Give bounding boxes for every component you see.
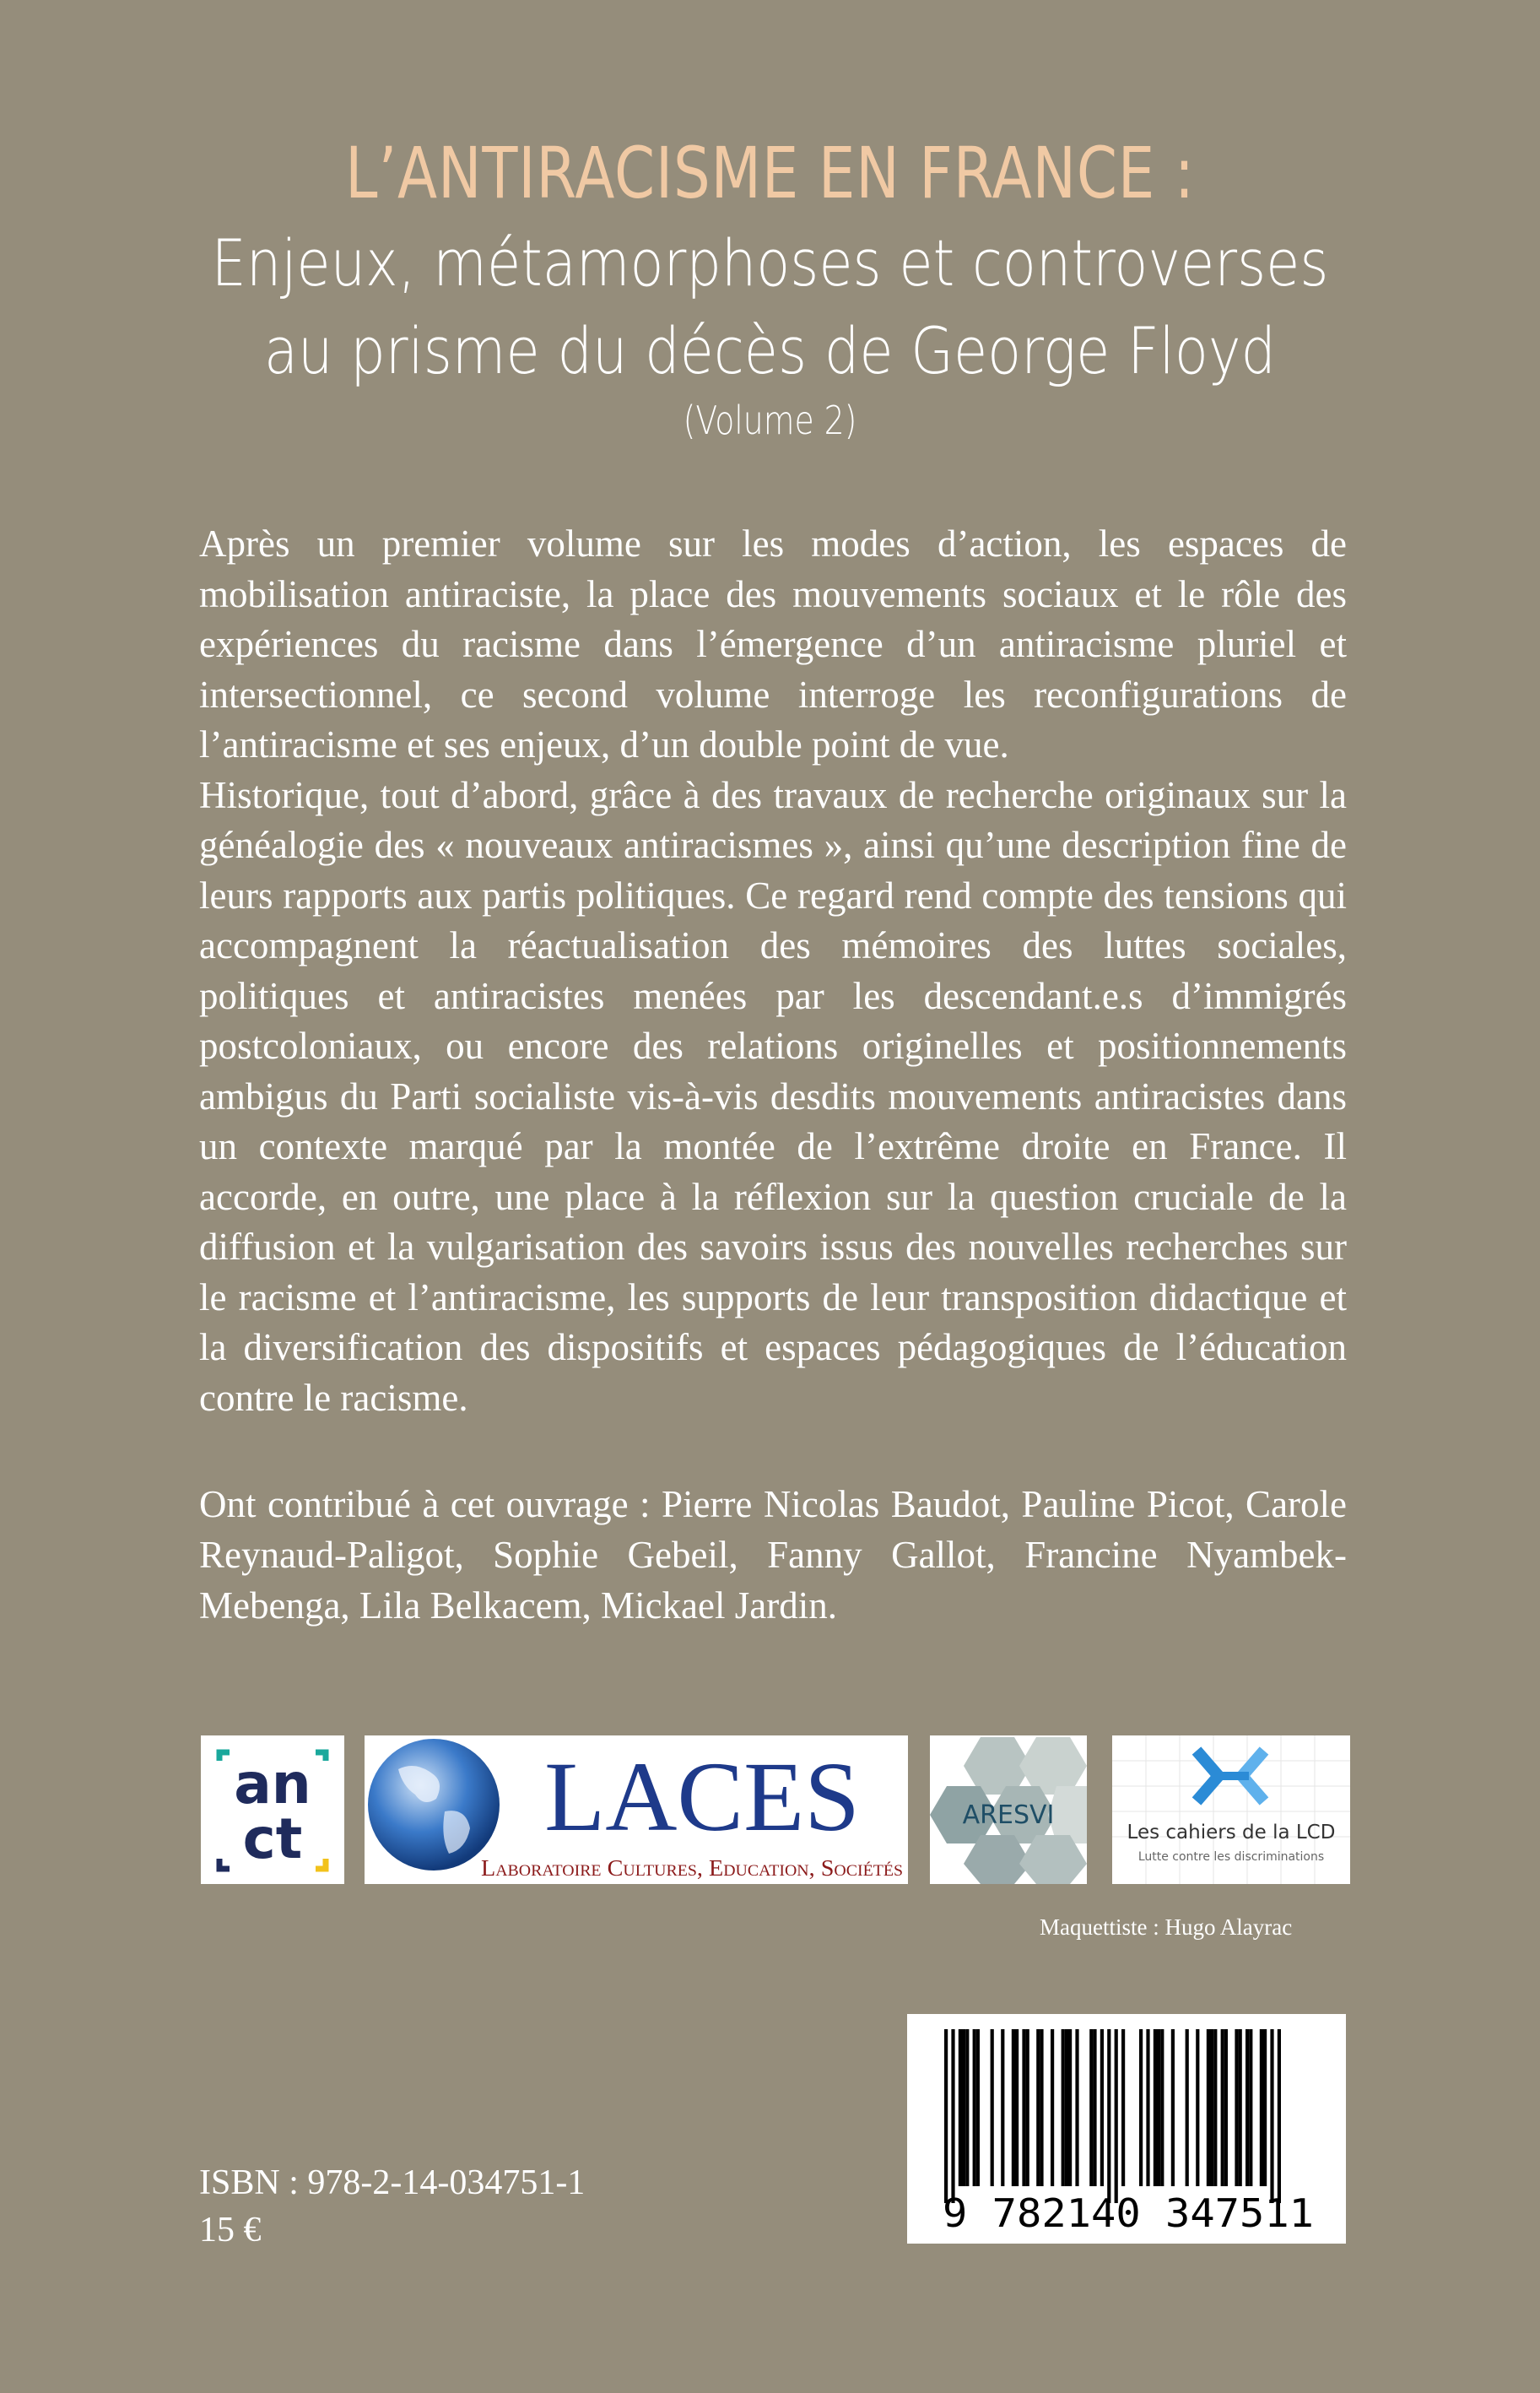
barcode-bar [1146, 2029, 1149, 2186]
price: 15 € [199, 2211, 262, 2250]
isbn-number: ISBN : 978-2-14-034751-1 [199, 2163, 586, 2202]
barcode-bar [1171, 2029, 1175, 2186]
barcode-bar [1160, 2029, 1164, 2186]
volume-label: (Volume 2) [683, 398, 857, 443]
barcode-bar [1207, 2029, 1210, 2186]
contributors-text: Ont contribué à cet ouvrage : Pierre Nicolas Baudot, Pauline Picot, Carole Reynaud-Paligot, Sophie Gebeil, Fanny Gallot, Francine Nyambek-Mebenga, Lila Belkacem, Mickael Jardin. [199, 1483, 1347, 1627]
layout-credit: Maquettiste : Hugo Alayrac [1040, 1914, 1293, 1940]
barcode-bar [991, 2029, 994, 2186]
barcode-bar [1157, 2029, 1160, 2186]
barcode-bar [1263, 2029, 1267, 2186]
barcode-bar [1089, 2029, 1093, 2186]
barcode-bar [1062, 2029, 1065, 2186]
lcd-logo-tagline: Lutte contre les discriminations [1137, 1850, 1325, 1864]
barcode-bar [1100, 2029, 1104, 2186]
isbn-block [199, 2159, 585, 2254]
aresvi-logo-name: ARESVI [962, 1800, 1055, 1830]
barcode-bar [1065, 2029, 1068, 2186]
book-subtitle-line-1: Enjeux, métamorphoses et controverses [211, 225, 1329, 300]
barcode-bar [1012, 2029, 1015, 2186]
barcode-bars [944, 2029, 1281, 2203]
barcode-digits: 9 782140 347511 [943, 2190, 1314, 2236]
barcode-bar [1235, 2029, 1238, 2186]
barcode-bar [1040, 2029, 1043, 2186]
title-block [0, 127, 1540, 446]
barcode-bar [1022, 2029, 1025, 2186]
lcd-logo-name: Les cahiers de la LCD [1127, 1822, 1336, 1843]
laces-logo [365, 1735, 908, 1884]
summary-paragraph-2: Historique, tout d’abord, grâce à des travaux de recherche originaux sur la généalogie des « nouveaux antiracismes », ainsi qu’une description fine de leurs rapports aux partis politiques. Ce regard rend compte des tensions qui accompagnent la réactualisation des mémoires des luttes sociales, politiques et antiracistes menées par les descendant.e.s d’immigrés postcoloniaux, ou encore des relations originelles et positionnements ambigus du Parti socialiste vis-à-vis desdits mouvements antiracistes dans un contexte marqué par la montée de l’extrême droite en France. Il accorde, en outre, une place à la réflexion sur la question cruciale de la diffusion et la vulgarisation des savoirs issus des nouvelles recherches sur le racisme et l’antiracisme, les supports de leur transposition didactique et la diversification des dispositifs et espaces pédagogiques de l’éducation contre le racisme. [199, 773, 1347, 1419]
globe-icon [368, 1739, 500, 1871]
barcode-bar [1213, 2029, 1217, 2186]
barcode [907, 2014, 1346, 2244]
anct-logo [201, 1735, 344, 1884]
book-subtitle-line-2: au prisme du décès de George Floyd [263, 313, 1277, 388]
book-title: L’ANTIRACISME EN FRANCE : [345, 132, 1195, 214]
laces-logo-name: LACES [544, 1741, 860, 1852]
barcode-bar [1221, 2029, 1224, 2186]
anct-logo-text-top: an [234, 1751, 311, 1816]
barcode-bar [1026, 2029, 1029, 2186]
barcode-bar [1249, 2029, 1252, 2186]
lcd-arrows-icon [1197, 1751, 1264, 1801]
summary-text [199, 519, 1347, 1423]
barcode-bar [1239, 2029, 1242, 2186]
barcode-bar [1075, 2029, 1078, 2186]
lcd-logo [1112, 1735, 1350, 1884]
barcode-bar [1224, 2029, 1228, 2186]
barcode-bar [1015, 2029, 1019, 2186]
barcode-bar [1107, 2029, 1110, 2203]
summary-paragraph-1: Après un premier volume sur les modes d’action, les espaces de mobilisation antiraciste, la place des mouvements sociaux et le rôle des expériences du racisme dans l’émergence d’un antiracisme pluriel et intersectionnel, ce second volume interroge les reconfigurations de l’antiracisme et ses enjeux, d’un double point de vue. [199, 522, 1347, 766]
barcode-bar [1121, 2029, 1125, 2186]
barcode-bar [1068, 2029, 1072, 2186]
aresvi-logo [930, 1735, 1087, 1884]
barcode-bar [959, 2029, 962, 2186]
barcode-bar [1196, 2029, 1199, 2186]
barcode-bar [1093, 2029, 1096, 2186]
barcode-bar [1270, 2029, 1273, 2203]
barcode-bar [1278, 2029, 1281, 2203]
barcode-bar [973, 2029, 976, 2186]
laces-logo-tagline: Laboratoire Cultures, Education, Sociétés [481, 1855, 903, 1881]
barcode-bar [1186, 2029, 1189, 2186]
barcode-bar [962, 2029, 965, 2186]
barcode-bar [1001, 2029, 1004, 2186]
barcode-bar [1051, 2029, 1054, 2186]
barcode-bar [944, 2029, 948, 2203]
barcode-bar [1154, 2029, 1157, 2186]
barcode-bar [1260, 2029, 1263, 2186]
barcode-bar [1115, 2029, 1118, 2203]
barcode-bar [1210, 2029, 1213, 2186]
barcode-bar [965, 2029, 969, 2186]
barcode-bar [976, 2029, 980, 2186]
barcode-bar [1139, 2029, 1143, 2186]
barcode-bar [1246, 2029, 1249, 2186]
anct-logo-text-bottom: ct [242, 1806, 303, 1871]
barcode-bar [1036, 2029, 1040, 2186]
barcode-bar [951, 2029, 954, 2203]
